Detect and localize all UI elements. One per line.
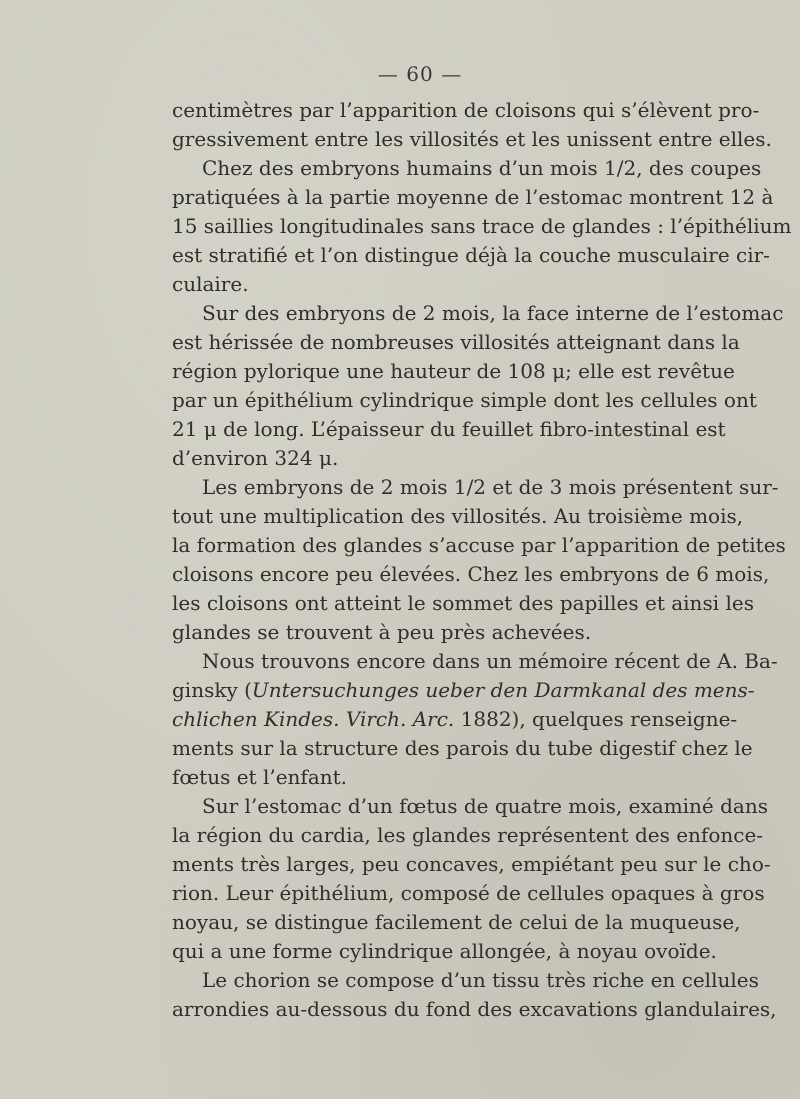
citation-title: Untersuchunges ueber den Darmkanal des mens- <box>251 678 755 702</box>
text-line: pratiquées à la partie moyenne de l’estomac montrent 12 à <box>172 185 774 209</box>
text-line: 21 μ de long. L’épaisseur du feuillet fibro-intestinal est <box>172 417 726 441</box>
text-line: noyau, se distingue facilement de celui de la muqueuse, <box>172 910 741 934</box>
citation-suffix: 1882), quelques renseigne- <box>454 707 738 731</box>
text-line: la région du cardia, les glandes représentent des enfonce- <box>172 823 764 847</box>
body-text <box>172 96 792 1024</box>
text-line: centimètres par l’apparition de cloisons qui s’élèvent pro- <box>172 98 760 122</box>
text-line: Chez des embryons humains d’un mois 1/2, des coupes <box>202 156 762 180</box>
text-line: fœtus et l’enfant. <box>172 765 348 789</box>
text-line: Sur des embryons de 2 mois, la face interne de l’estomac <box>202 301 784 325</box>
text-line: Les embryons de 2 mois 1/2 et de 3 mois présentent sur- <box>202 475 779 499</box>
citation-prefix: ginsky ( <box>172 678 252 702</box>
text-line: qui a une forme cylindrique allongée, à noyau ovoïde. <box>172 939 717 963</box>
text-line: d’environ 324 μ. <box>172 446 339 470</box>
text-line: les cloisons ont atteint le sommet des papilles et ainsi les <box>172 591 754 615</box>
text-line: la formation des glandes s’accuse par l’apparition de petites <box>172 533 786 557</box>
text-line: Sur l’estomac d’un fœtus de quatre mois, examiné dans <box>202 794 768 818</box>
citation-title-cont: chlichen Kindes. Virch. Arc. <box>172 707 455 731</box>
text-line: est hérissée de nombreuses villosités atteignant dans la <box>172 330 740 354</box>
text-line: Nous trouvons encore dans un mémoire récent de A. Ba- <box>202 649 778 673</box>
text-line: culaire. <box>172 272 249 296</box>
page-number: — 60 — <box>377 62 463 86</box>
text-line: arrondies au-dessous du fond des excavations glandulaires, <box>172 997 777 1021</box>
text-line: rion. Leur épithélium, composé de cellules opaques à gros <box>172 881 765 905</box>
text-line: cloisons encore peu élevées. Chez les embryons de 6 mois, <box>172 562 770 586</box>
text-line: région pylorique une hauteur de 108 μ; elle est revêtue <box>172 359 735 383</box>
text-line-citation <box>172 676 755 705</box>
text-line: Le chorion se compose d’un tissu très riche en cellules <box>202 968 759 992</box>
text-line: ments sur la structure des parois du tube digestif chez le <box>172 736 753 760</box>
text-line: tout une multiplication des villosités. Au troisième mois, <box>172 504 744 528</box>
text-line-citation <box>172 705 738 734</box>
text-line: 15 saillies longitudinales sans trace de glandes : l’épithélium <box>172 214 792 238</box>
text-line: par un épithélium cylindrique simple dont les cellules ont <box>172 388 757 412</box>
text-line: gressivement entre les villosités et les unissent entre elles. <box>172 127 772 151</box>
text-line: ments très larges, peu concaves, empiétant peu sur le cho- <box>172 852 771 876</box>
text-line: est stratifié et l’on distingue déjà la couche musculaire cir- <box>172 243 770 267</box>
text-line: glandes se trouvent à peu près achevées. <box>172 620 592 644</box>
